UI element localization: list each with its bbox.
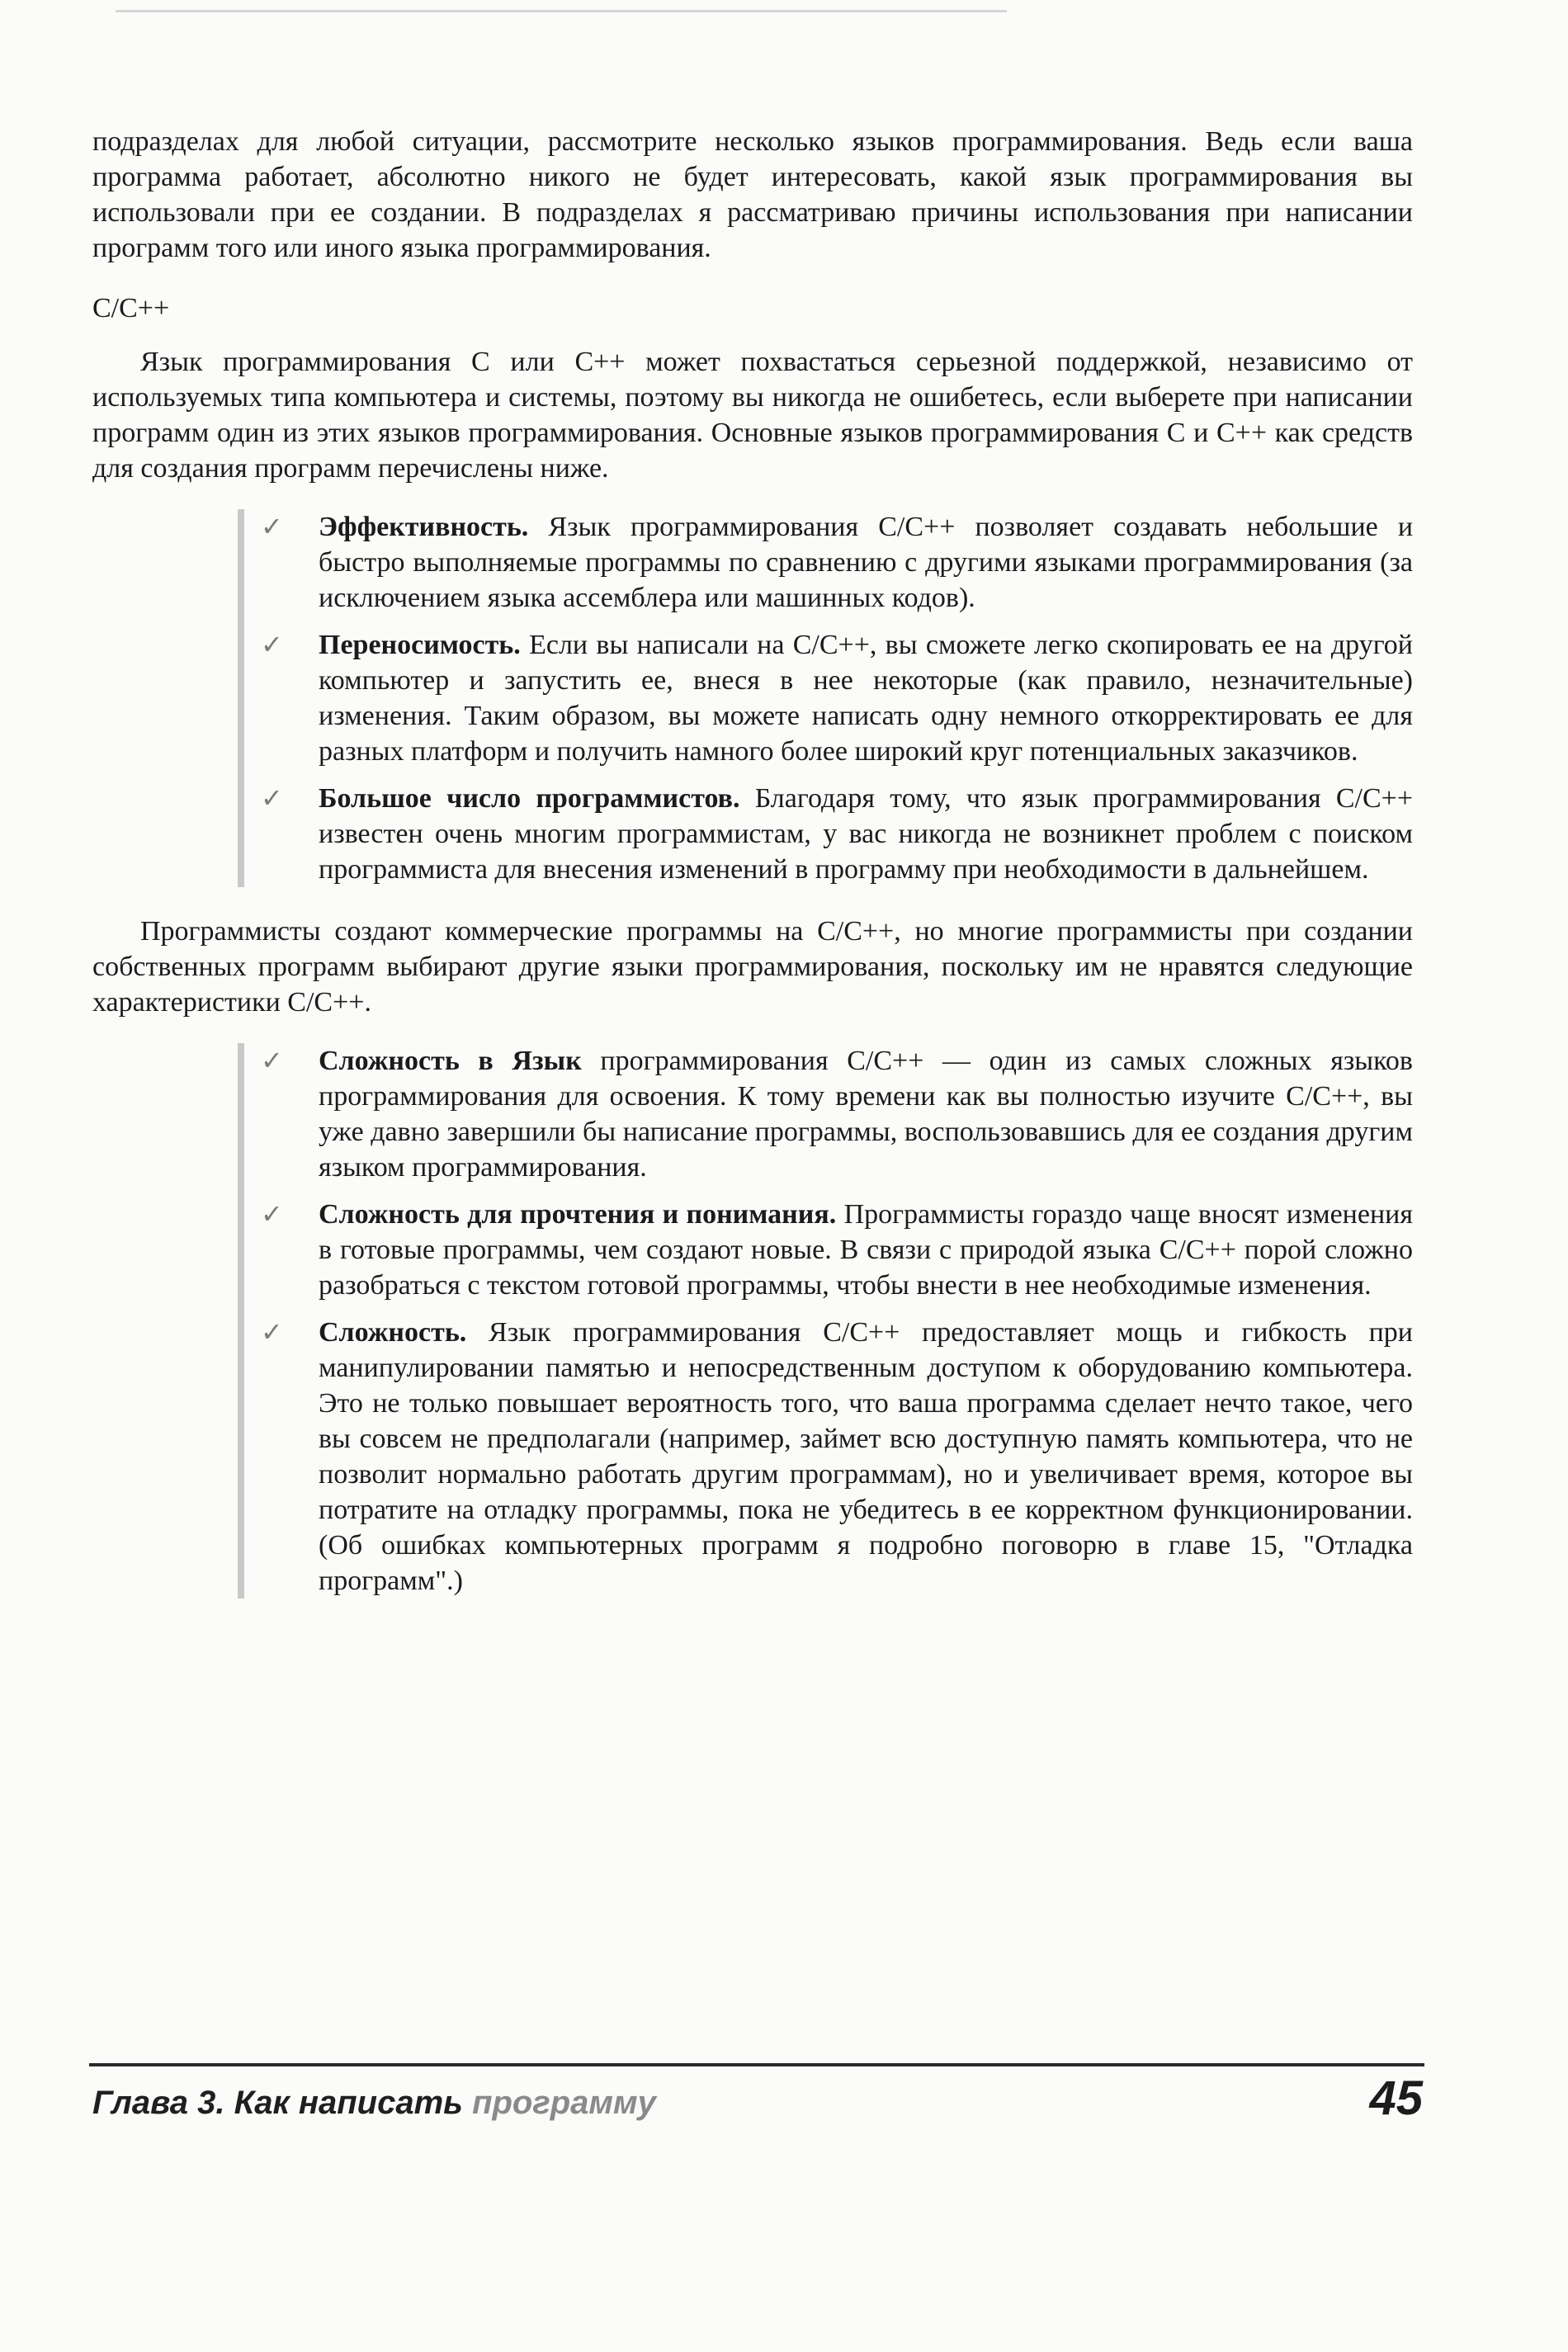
item-text: Если вы написали на C/C++, вы сможете легко скопировать ее на другой компьютер и запустить ее, внеся в нее некоторые (как правило, незначительные) изменения. Таким образом, вы можете написать одну немного откорректировать ее для разных платформ и получить намного более широкий круг потенциальных заказчиков. [319, 630, 1414, 767]
item-term: Сложность. [319, 1317, 467, 1348]
page-content [92, 124, 1413, 1610]
item-term: Сложность для прочтения и понимания. [319, 1199, 837, 1230]
item-term: Большое число программистов. [319, 783, 740, 814]
checkmark-icon: ✓ [261, 1198, 283, 1230]
item-text: Язык программирования C/C++ позволяет создавать небольшие и быстро выполняемые программы по сравнению с другими языками программирования (за исключением языка ассемблера или машинных кодов). [319, 512, 1414, 613]
intro-paragraph: подразделах для любой ситуации, рассмотрите несколько языков программирования. Ведь если ваша программа работает, абсолютно никого не будет интересовать, какой язык программирования вы использовали при ее создании. В подразделах я рассматриваю причины использования при написании программ того или иного языка программирования. [92, 126, 1413, 263]
checkmark-icon: ✓ [261, 629, 283, 660]
section-heading: C/C++ [92, 293, 170, 324]
checkmark-icon: ✓ [261, 1316, 283, 1348]
item-text: Программисты гораздо чаще вносят изменения в готовые программы, чем создают новые. В связи с природой языка C/C++ порой сложно разобраться с текстом готовой программы, чтобы внести в нее необходимые изменения. [319, 1199, 1413, 1301]
checkmark-icon: ✓ [261, 782, 283, 814]
item-text: программирования C/C++ — один из самых сложных языков программирования для освоения. К тому времени как вы полностью изучите C/C++, вы уже давно завершили бы написание программы, воспользовавшись для ее создания другим языком программирования. [319, 1046, 1413, 1183]
item-term: Эффективность. [319, 512, 529, 542]
section-paragraph-2: Программисты создают коммерческие программы на C/C++, но многие программисты при создании собственных программ выбирают другие языки программирования, поскольку им не нравятся следующие характеристики C/C++. [92, 916, 1413, 1018]
chapter-title-faded: программу [472, 2085, 656, 2121]
page-number: 45 [1369, 2071, 1423, 2125]
top-edge-rule [116, 10, 1007, 12]
item-term: Переносимость. [319, 630, 521, 660]
list-item [244, 1197, 1413, 1303]
list-item [244, 509, 1413, 616]
item-text: Язык программирования C/C++ предоставляет мощь и гибкость при манипулировании памятью и непосредственным доступом к оборудованию компьютера. Это не только повышает вероятность того, что ваша программа сделает нечто такое, чего вы совсем не предполагали (например, займет всю доступную память компьютера, что не позволит нормально работать другим программам), но и увеличивает время, которое вы потратите на отладку программы, пока не убедитесь в ее корректном функционировании. (Об ошибках компьютерных программ я подробно поговорю в главе 15, "Отладка программ".) [319, 1317, 1413, 1596]
checkmark-icon: ✓ [261, 511, 283, 542]
list-item [244, 1043, 1413, 1185]
item-term: Сложность в Язык [319, 1046, 582, 1076]
checkmark-icon: ✓ [261, 1045, 283, 1076]
pros-list [238, 509, 1413, 887]
list-item [244, 627, 1413, 769]
item-text: Благодаря тому, что язык программирования C/C++ известен очень многим программистам, у вас никогда не возникнет проблем с поиском программиста для внесения изменений в программу при необходимости в дальнейшем. [319, 783, 1413, 885]
cons-list [238, 1043, 1413, 1599]
footer-rule [89, 2063, 1424, 2066]
section-paragraph-1: Язык программирования С или С++ может похвастаться серьезной поддержкой, независимо от используемых типа компьютера и системы, поэтому вы никогда не ошибетесь, если выберете при написании программ один из этих языков программирования. Основные языков программирования С и С++ как средств для создания программ перечислены ниже. [92, 347, 1413, 484]
chapter-title: Глава 3. Как написать [92, 2085, 463, 2121]
list-item [244, 781, 1413, 887]
chapter-footer-title [92, 2078, 656, 2128]
list-item [244, 1315, 1413, 1599]
